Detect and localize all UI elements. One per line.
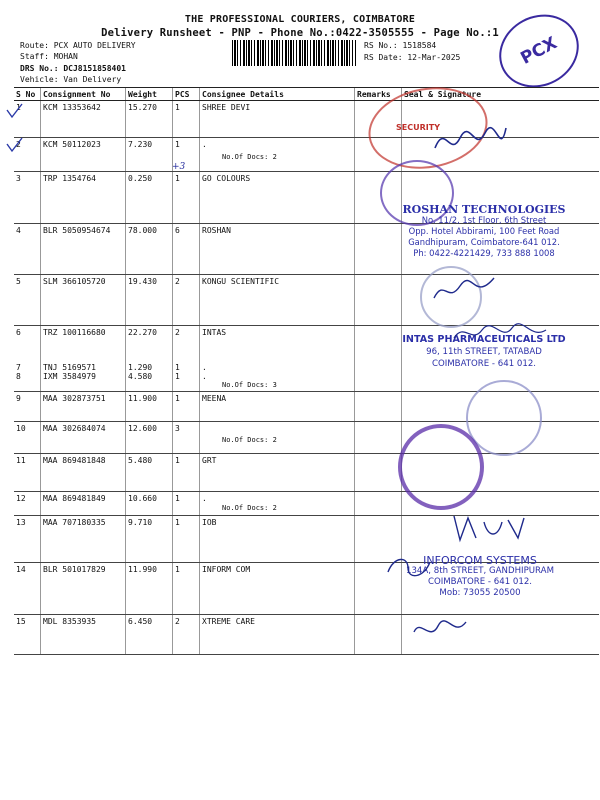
weight-value: 4.580 — [128, 372, 153, 381]
row-consignee: MEENA — [200, 392, 355, 422]
row-consignee — [200, 138, 355, 172]
weight-value: 22.270 — [128, 328, 157, 337]
row-pcs: 1 — [173, 563, 200, 615]
row-remarks — [355, 275, 402, 326]
row-consignment — [41, 326, 126, 392]
stamp-line: COIMBATORE - 641 012. — [431, 359, 537, 369]
consignee-name: . — [202, 140, 207, 149]
row-consignee: ROSHAN — [200, 224, 355, 275]
row-sno: 11 — [14, 454, 41, 492]
row-remarks — [355, 392, 402, 422]
stamp-line: ROSHAN TECHNOLOGIES — [402, 203, 566, 216]
row-sno: 2 — [14, 138, 41, 172]
row-consignee: IOB — [200, 516, 355, 563]
pcs-value: 2 — [175, 328, 180, 337]
row-consignment: MAA 302684074 — [41, 422, 126, 454]
row-weight: 5.480 — [126, 454, 173, 492]
stamp-line: 134A, 8th STREET, GANDHIPURAM — [406, 566, 554, 576]
roshan-stamp — [384, 204, 584, 259]
handwritten-mark: +3 — [172, 162, 186, 172]
row-pcs: 1 — [173, 101, 200, 138]
signature — [430, 270, 500, 310]
stamp-line: COIMBATORE - 641 012. — [427, 577, 533, 587]
sno-value: 7 — [16, 363, 21, 372]
row-sno: 15 — [14, 615, 41, 655]
col-remarks: Remarks — [355, 88, 402, 101]
stamp-line: Mob: 73055 20500 — [439, 588, 521, 598]
consignment-value: IXM 3584979 — [43, 372, 96, 381]
row-pcs: 1 — [173, 172, 200, 224]
row-consignee: XTREME CARE — [200, 615, 355, 655]
sno-value: 6 — [16, 328, 21, 337]
row-consignment: MAA 869481848 — [41, 454, 126, 492]
docs-count: No.Of Docs: 2 — [222, 153, 277, 161]
row-consignment: MAA 302873751 — [41, 392, 126, 422]
row-weight: 19.430 — [126, 275, 173, 326]
row-pcs: 6 — [173, 224, 200, 275]
row-pcs: 1 — [173, 138, 200, 172]
row-consignment: BLR 501017829 — [41, 563, 126, 615]
row-consignment: TRP 1354764 — [41, 172, 126, 224]
row-remarks — [355, 422, 402, 454]
stamp-line: INFORCOM SYSTEMS — [423, 554, 537, 567]
vehicle-label: Vehicle: Van Delivery — [20, 75, 122, 84]
row-weight: 10.660 — [126, 492, 173, 516]
docs-count: No.Of Docs: 2 — [222, 504, 277, 512]
table-row — [14, 138, 599, 172]
row-sno: 3 — [14, 172, 41, 224]
row-consignment: MAA 707180335 — [41, 516, 126, 563]
col-consignee: Consignee Details — [200, 88, 355, 101]
row-weight: 12.600 — [126, 422, 173, 454]
signature — [450, 318, 550, 348]
stamp-line: No. 11/2, 1st Floor, 6th Street — [421, 215, 547, 225]
row-consignee: GRT — [200, 454, 355, 492]
row-sno: 13 — [14, 516, 41, 563]
pcs-value: 1 — [175, 363, 180, 372]
runsheet-title: Delivery Runsheet - PNP - Phone No.:0422-3505555 - Page No.:1 — [101, 27, 499, 39]
consignee-name: . — [202, 363, 207, 372]
pcx-stamp: PCX — [486, 1, 591, 101]
row-sno: 1 — [14, 101, 41, 138]
col-sno: S No — [14, 88, 41, 101]
row-consignment: KCM 13353642 — [41, 101, 126, 138]
row-sno: 10 — [14, 422, 41, 454]
weight-value: 1.290 — [128, 363, 153, 372]
row-pcs: 1 — [173, 492, 200, 516]
signature — [430, 118, 510, 168]
barcode — [232, 40, 356, 66]
drs-number: DRS No.: DCJ8151858401 — [20, 64, 126, 73]
row-weight: 0.250 — [126, 172, 173, 224]
col-weight: Weight — [126, 88, 173, 101]
consignee-name: INTAS — [202, 328, 227, 337]
rs-date: RS Date: 12-Mar-2025 — [364, 53, 461, 62]
row-consignee — [200, 326, 355, 392]
row-weight: 15.270 — [126, 101, 173, 138]
consignee-name: . — [202, 372, 207, 381]
consignment-value: TNJ 5169571 — [43, 363, 96, 372]
signature — [448, 508, 528, 548]
row-pcs: 2 — [173, 275, 200, 326]
table-header-row — [14, 88, 599, 101]
row-sno: 5 — [14, 275, 41, 326]
table-row — [14, 454, 599, 492]
row-consignee: GO COLOURS — [200, 172, 355, 224]
docs-count: No.Of Docs: 2 — [222, 436, 277, 444]
company-title: THE PROFESSIONAL COURIERS, COIMBATORE — [184, 14, 416, 25]
row-sno: 14 — [14, 563, 41, 615]
row-pcs: 1 — [173, 392, 200, 422]
stamp-line: 96, 11th STREET, TATABAD — [426, 347, 542, 357]
row-weight: 7.230 — [126, 138, 173, 172]
row-consignment: BLR 5050954674 — [41, 224, 126, 275]
route-label: Route: PCX AUTO DELIVERY — [20, 41, 136, 50]
table-row — [14, 101, 599, 138]
row-remarks — [355, 454, 402, 492]
row-sno: 12 — [14, 492, 41, 516]
row-pcs: 1 — [173, 516, 200, 563]
col-pcs: PCS — [173, 88, 200, 101]
consignee-name: . — [202, 494, 207, 503]
row-weight: 78.000 — [126, 224, 173, 275]
row-pcs: 2 — [173, 615, 200, 655]
row-weight: 6.450 — [126, 615, 173, 655]
row-remarks — [355, 615, 402, 655]
row-consignee — [200, 492, 355, 516]
row-weight — [126, 326, 173, 392]
row-sno — [14, 326, 41, 392]
row-sno: 4 — [14, 224, 41, 275]
tick-marks-icon — [4, 100, 26, 160]
row-consignee — [200, 422, 355, 454]
row-consignment: SLM 366105720 — [41, 275, 126, 326]
row-pcs: 3 — [173, 422, 200, 454]
col-consignment: Consignment No — [41, 88, 126, 101]
signature — [384, 552, 434, 582]
security-stamp-text: SECURITY — [396, 123, 440, 132]
stamp-line: Opp. Hotel Abbirami, 100 Feet Road — [408, 226, 560, 236]
row-weight: 9.710 — [126, 516, 173, 563]
row-pcs — [173, 326, 200, 392]
stamp-line: INTAS PHARMACEUTICALS LTD — [402, 334, 566, 345]
row-consignment: MAA 869481849 — [41, 492, 126, 516]
consignment-value: TRZ 100116680 — [43, 328, 106, 337]
row-consignment: KCM 50112023 — [41, 138, 126, 172]
row-weight: 11.900 — [126, 392, 173, 422]
row-remarks — [355, 492, 402, 516]
seal-stamp — [398, 424, 484, 510]
row-weight: 11.990 — [126, 563, 173, 615]
sno-value: 8 — [16, 372, 21, 381]
row-pcs: 1 — [173, 454, 200, 492]
row-sno: 9 — [14, 392, 41, 422]
staff-label: Staff: MOHAN — [20, 52, 78, 61]
stamp-line: Ph: 0422-4221429, 733 888 1008 — [413, 248, 555, 258]
pcs-value: 1 — [175, 372, 180, 381]
row-consignee: KONGU SCIENTIFIC — [200, 275, 355, 326]
row-consignment: MDL 8353935 — [41, 615, 126, 655]
signature — [410, 612, 470, 646]
stamp-line: Gandhipuram, Coimbatore-641 012. — [408, 237, 560, 247]
col-signature: Seal & Signature — [402, 88, 600, 101]
table-row — [14, 615, 599, 655]
docs-count: No.Of Docs: 3 — [222, 381, 277, 389]
row-consignee: SHREE DEVI — [200, 101, 355, 138]
rs-number: RS No.: 1518584 — [364, 41, 437, 50]
row-consignee: INFORM COM — [200, 563, 355, 615]
